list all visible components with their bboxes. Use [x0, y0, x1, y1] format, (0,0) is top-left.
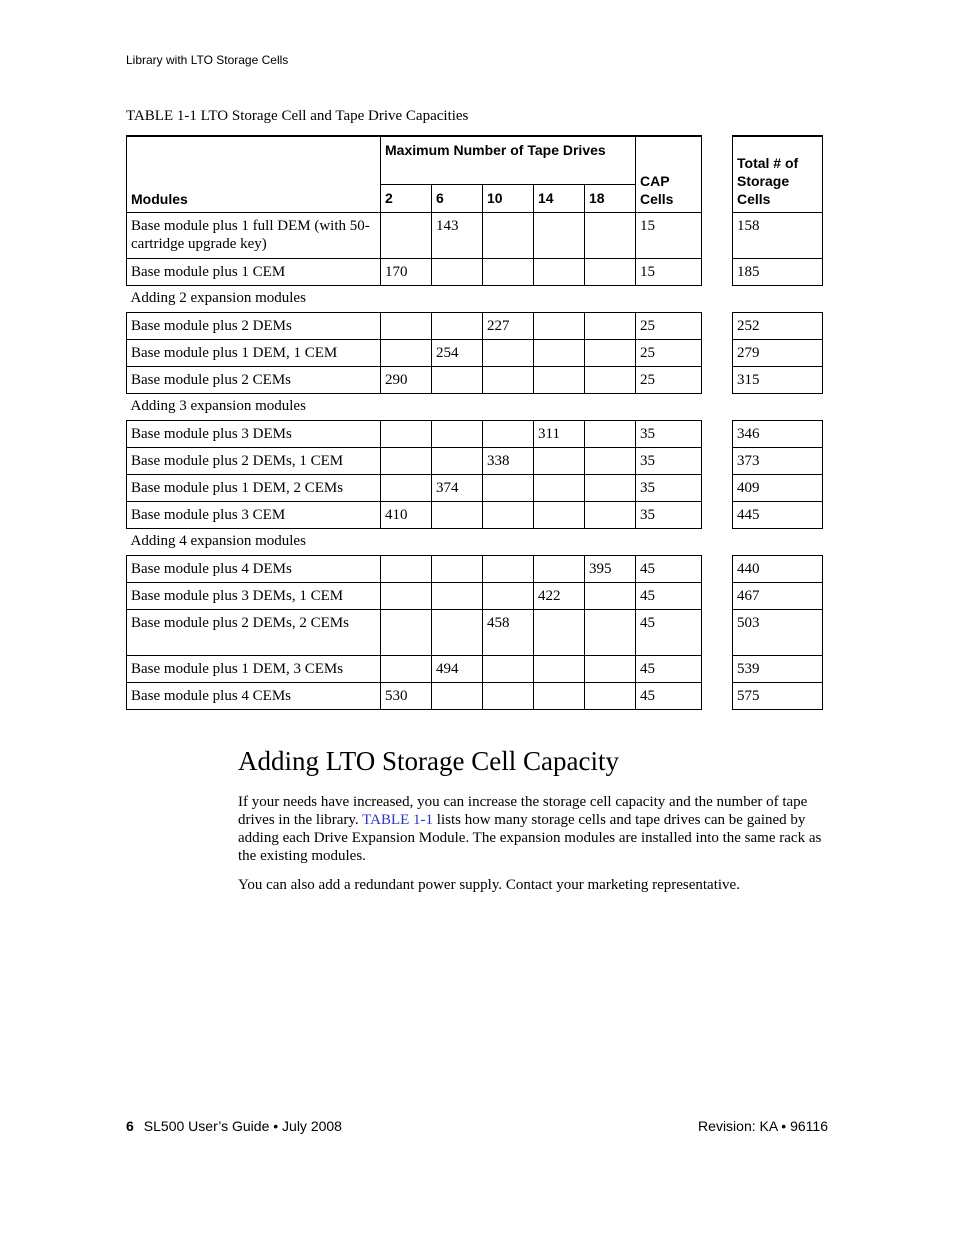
cell-d14	[534, 447, 585, 474]
column-gap	[702, 682, 733, 709]
cell-d6: 374	[432, 474, 483, 501]
group-label-2: Adding 2 expansion modules	[130, 289, 306, 306]
cell-cap: 45	[636, 582, 702, 609]
cell-total: 539	[733, 655, 823, 682]
cell-total: 185	[733, 258, 823, 285]
column-gap	[702, 420, 733, 447]
cell-cap: 45	[636, 655, 702, 682]
column-gap	[702, 258, 733, 285]
cell-d18	[585, 212, 636, 258]
capacity-table	[126, 135, 823, 710]
table-row	[127, 555, 823, 582]
cell-d6: 143	[432, 212, 483, 258]
cell-d6	[432, 555, 483, 582]
table-row	[127, 609, 823, 655]
cell-d14: 422	[534, 582, 585, 609]
column-gap	[702, 312, 733, 339]
cell-d10	[483, 501, 534, 528]
cell-cap: 45	[636, 555, 702, 582]
cell-module: Base module plus 1 DEM, 3 CEMs	[127, 655, 381, 682]
cell-d18	[585, 366, 636, 393]
cell-d18	[585, 501, 636, 528]
cell-module: Base module plus 4 DEMs	[127, 555, 381, 582]
cell-total: 467	[733, 582, 823, 609]
column-gap	[702, 609, 733, 655]
cell-total: 346	[733, 420, 823, 447]
cell-d14	[534, 655, 585, 682]
cell-d2	[381, 474, 432, 501]
table-row	[127, 501, 823, 528]
cell-d10	[483, 258, 534, 285]
header-row-1	[127, 136, 823, 184]
cell-d18	[585, 258, 636, 285]
cell-total: 252	[733, 312, 823, 339]
header-drives-10: 10	[483, 184, 534, 212]
cell-d6	[432, 447, 483, 474]
cell-module: Base module plus 4 CEMs	[127, 682, 381, 709]
cell-d2	[381, 609, 432, 655]
table-cross-reference-link[interactable]: TABLE 1-1	[362, 812, 434, 828]
table-caption: TABLE 1-1 LTO Storage Cell and Tape Drive Capacities	[126, 108, 469, 124]
cell-cap: 15	[636, 212, 702, 258]
cell-total: 315	[733, 366, 823, 393]
column-gap	[702, 339, 733, 366]
cell-d14	[534, 474, 585, 501]
group-label-4: Adding 4 expansion modules	[130, 532, 306, 549]
cell-d2	[381, 447, 432, 474]
table-row	[127, 447, 823, 474]
cell-module: Base module plus 3 DEMs	[127, 420, 381, 447]
header-modules: Modules	[127, 136, 381, 212]
cell-d10	[483, 582, 534, 609]
section-heading: Adding LTO Storage Cell Capacity	[238, 746, 619, 776]
cell-d14	[534, 212, 585, 258]
cell-cap: 15	[636, 258, 702, 285]
cell-d10	[483, 366, 534, 393]
cell-module: Base module plus 1 full DEM (with 50-cartridge upgrade key)	[127, 212, 381, 258]
cell-d10: 227	[483, 312, 534, 339]
cell-d14	[534, 339, 585, 366]
cell-total: 445	[733, 501, 823, 528]
header-total: Total # of Storage Cells	[733, 136, 823, 212]
table-row	[127, 212, 823, 258]
header-drives-14: 14	[534, 184, 585, 212]
table-row	[127, 258, 823, 285]
cell-module: Base module plus 2 DEMs	[127, 312, 381, 339]
cell-d14	[534, 258, 585, 285]
cell-d6	[432, 420, 483, 447]
cell-d18	[585, 655, 636, 682]
cell-d10	[483, 339, 534, 366]
footer-left	[126, 1118, 342, 1134]
cell-module: Base module plus 2 CEMs	[127, 366, 381, 393]
cell-total: 158	[733, 212, 823, 258]
cell-module: Base module plus 1 CEM	[127, 258, 381, 285]
cell-d14	[534, 682, 585, 709]
cell-total: 279	[733, 339, 823, 366]
group-row	[127, 285, 823, 312]
cell-d18	[585, 447, 636, 474]
running-header: Library with LTO Storage Cells	[126, 53, 289, 67]
cell-d2: 290	[381, 366, 432, 393]
cell-d6	[432, 258, 483, 285]
header-max-drives: Maximum Number of Tape Drives	[381, 136, 636, 184]
cell-d2	[381, 312, 432, 339]
column-gap	[702, 582, 733, 609]
header-drives-6: 6	[432, 184, 483, 212]
header-cap-cells: CAP Cells	[636, 136, 702, 212]
cell-d6	[432, 501, 483, 528]
cell-d6: 254	[432, 339, 483, 366]
page-number: 6	[126, 1118, 134, 1134]
cell-d6: 494	[432, 655, 483, 682]
column-gap	[702, 447, 733, 474]
column-gap	[702, 655, 733, 682]
cell-total: 440	[733, 555, 823, 582]
cell-d2	[381, 339, 432, 366]
header-drives-18: 18	[585, 184, 636, 212]
cell-d10	[483, 682, 534, 709]
cell-d10	[483, 555, 534, 582]
cell-d14	[534, 555, 585, 582]
cell-d2	[381, 582, 432, 609]
paragraph-1-part-a: If your needs have increased, you can increase the storage cell capacity and the number of tape drives in the library.	[238, 794, 808, 828]
column-gap	[702, 555, 733, 582]
table-row	[127, 420, 823, 447]
cell-d6	[432, 609, 483, 655]
column-gap	[702, 501, 733, 528]
cell-d10	[483, 655, 534, 682]
group-label-3: Adding 3 expansion modules	[130, 397, 306, 414]
table-row	[127, 655, 823, 682]
table-row	[127, 339, 823, 366]
group-row	[127, 528, 823, 555]
cell-d18	[585, 609, 636, 655]
cell-d14	[534, 609, 585, 655]
cell-d18	[585, 339, 636, 366]
cell-module: Base module plus 1 DEM, 1 CEM	[127, 339, 381, 366]
cell-d18	[585, 312, 636, 339]
cell-module: Base module plus 1 DEM, 2 CEMs	[127, 474, 381, 501]
cell-d14	[534, 366, 585, 393]
cell-cap: 25	[636, 339, 702, 366]
cell-d6	[432, 312, 483, 339]
table-row	[127, 366, 823, 393]
group-row	[127, 393, 823, 420]
cell-d14	[534, 501, 585, 528]
column-gap	[702, 212, 733, 258]
cell-cap: 45	[636, 609, 702, 655]
column-gap	[702, 474, 733, 501]
cell-cap: 25	[636, 312, 702, 339]
cell-total: 409	[733, 474, 823, 501]
cell-cap: 35	[636, 420, 702, 447]
header-drives-2: 2	[381, 184, 432, 212]
cell-d18: 395	[585, 555, 636, 582]
cell-d18	[585, 682, 636, 709]
cell-d10	[483, 474, 534, 501]
paragraph-1-part-b: lists how many storage cells and tape drives can be gained by adding each Drive Expansion Module. The expansion modules are installed into the same rack as the existing modules.	[238, 812, 822, 864]
cell-module: Base module plus 2 DEMs, 2 CEMs	[127, 609, 381, 655]
cell-cap: 35	[636, 501, 702, 528]
cell-d6	[432, 366, 483, 393]
cell-module: Base module plus 3 DEMs, 1 CEM	[127, 582, 381, 609]
cell-d10	[483, 212, 534, 258]
doc-title: SL500 User’s Guide • July 2008	[143, 1118, 342, 1134]
cell-cap: 45	[636, 682, 702, 709]
cell-d18	[585, 582, 636, 609]
cell-d10: 458	[483, 609, 534, 655]
cell-d2: 170	[381, 258, 432, 285]
cell-d2: 410	[381, 501, 432, 528]
cell-d18	[585, 420, 636, 447]
footer-revision: Revision: KA • 96116	[698, 1118, 828, 1134]
cell-d10: 338	[483, 447, 534, 474]
cell-d2	[381, 212, 432, 258]
paragraph-1	[238, 793, 828, 865]
cell-total: 503	[733, 609, 823, 655]
paragraph-2: You can also add a redundant power supply. Contact your marketing representative.	[238, 877, 740, 893]
cell-d18	[585, 474, 636, 501]
cell-d10	[483, 420, 534, 447]
cell-d6	[432, 582, 483, 609]
cell-d2	[381, 555, 432, 582]
cell-module: Base module plus 2 DEMs, 1 CEM	[127, 447, 381, 474]
cell-d14: 311	[534, 420, 585, 447]
column-gap	[702, 136, 733, 212]
cell-d2: 530	[381, 682, 432, 709]
cell-total: 373	[733, 447, 823, 474]
cell-d2	[381, 420, 432, 447]
table-row	[127, 682, 823, 709]
cell-cap: 35	[636, 474, 702, 501]
table-row	[127, 582, 823, 609]
cell-module: Base module plus 3 CEM	[127, 501, 381, 528]
cell-d6	[432, 682, 483, 709]
cell-d2	[381, 655, 432, 682]
cell-total: 575	[733, 682, 823, 709]
cell-d14	[534, 312, 585, 339]
column-gap	[702, 366, 733, 393]
table-row	[127, 474, 823, 501]
cell-cap: 25	[636, 366, 702, 393]
cell-cap: 35	[636, 447, 702, 474]
table-row	[127, 312, 823, 339]
